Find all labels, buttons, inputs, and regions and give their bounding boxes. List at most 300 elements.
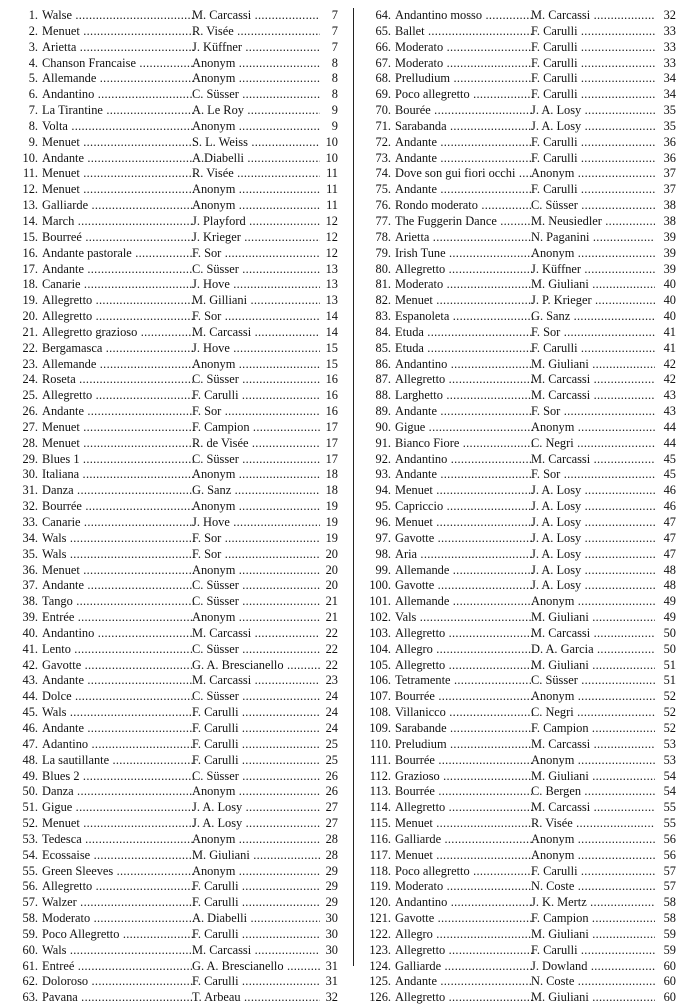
page-number: 19	[325, 499, 338, 514]
piece-title: Allegretto .....	[395, 626, 533, 642]
composer-name: J. A. Losy .....	[531, 499, 655, 515]
page-number: 47	[663, 515, 676, 529]
composer-name: F. Carulli .....	[531, 182, 655, 198]
piece-title: Menuet .....	[395, 848, 533, 864]
entry-number: 91.	[375, 435, 391, 450]
piece-title: Andantino .....	[395, 357, 533, 373]
piece-title: Bourreé .....	[42, 230, 194, 246]
piece-title: Moderato .....	[395, 277, 533, 293]
page-number: 11	[326, 182, 338, 197]
contents-row	[364, 198, 676, 214]
contents-row	[364, 800, 676, 816]
entry-number: 14.	[22, 213, 38, 228]
composer-name: Anonym .....	[531, 246, 655, 262]
piece-title: Wals .....	[42, 547, 194, 563]
page-number: 58	[663, 911, 676, 926]
composer-name: Anonym .....	[531, 832, 655, 848]
contents-row	[364, 103, 676, 119]
entry-number: 71.	[375, 118, 391, 133]
contents-row	[16, 372, 338, 388]
entry-number: 111.	[370, 752, 391, 767]
piece-title: Allegretto .....	[42, 293, 194, 309]
entry-number: 84.	[375, 324, 391, 339]
piece-title: Menuet .....	[42, 182, 194, 198]
piece-title: Andante .....	[42, 721, 194, 737]
composer-name: Anonym .....	[192, 563, 320, 579]
entry-number: 56.	[22, 879, 38, 894]
page-number: 52	[663, 705, 676, 720]
composer-name: F. Carulli .....	[531, 71, 655, 87]
page-number: 25	[325, 752, 338, 767]
page-number: 7	[331, 23, 338, 38]
composer-name: F. Carulli .....	[531, 341, 655, 357]
piece-title: Dolce .....	[42, 689, 194, 705]
piece-title: Wals .....	[42, 531, 194, 547]
page-number: 47	[663, 546, 676, 561]
page-number: 57	[663, 879, 676, 894]
entry-number: 22.	[22, 340, 38, 355]
piece-title: Allegretto .....	[42, 879, 194, 895]
page-number: 50	[663, 625, 676, 640]
composer-name: G. A. Brescianello .....	[192, 959, 320, 975]
composer-name: J. A. Losy .....	[531, 119, 655, 135]
composer-name: M. Giuliani .....	[531, 610, 655, 626]
piece-title: Ballet .....	[395, 24, 533, 40]
contents-row	[16, 689, 338, 705]
entry-number: 16.	[22, 245, 38, 260]
entry-number: 51.	[22, 800, 38, 815]
composer-name: M. Giuliani .....	[531, 658, 655, 674]
contents-row	[16, 547, 338, 563]
page-number: 38	[663, 213, 676, 228]
entry-number: 113.	[369, 784, 391, 799]
composer-name: M. Carcassi .....	[531, 388, 655, 404]
composer-name: J. A. Losy .....	[531, 578, 655, 594]
contents-row	[364, 673, 676, 689]
entry-number: 77.	[375, 213, 391, 228]
column-divider	[353, 8, 354, 966]
page-number: 9	[331, 103, 338, 118]
composer-name: M. Giuliani .....	[531, 357, 655, 373]
page-number: 36	[663, 150, 676, 165]
piece-title: Irish Tune .....	[395, 246, 533, 262]
composer-name: M. Giuliani .....	[192, 848, 320, 864]
composer-name: M. Giuliani .....	[531, 769, 655, 785]
composer-name: Anonym .....	[531, 166, 655, 182]
contents-row	[364, 626, 676, 642]
contents-row	[364, 293, 676, 309]
contents-row	[364, 372, 676, 388]
piece-title: Preludium .....	[395, 737, 533, 753]
composer-name: G. A. Brescianello .....	[192, 658, 320, 674]
page-number: 43	[663, 388, 676, 403]
composer-name: M. Carcassi .....	[531, 800, 655, 816]
piece-title: Blues 1 .....	[42, 452, 194, 468]
piece-title: Menuet .....	[42, 420, 194, 436]
contents-row	[364, 87, 676, 103]
piece-title: Menuet .....	[42, 436, 194, 452]
entry-number: 34.	[22, 530, 38, 545]
composer-name: S. L. Weiss .....	[192, 135, 320, 151]
piece-title: Allegretto .....	[395, 990, 533, 1006]
contents-row	[16, 388, 338, 404]
contents-row	[16, 166, 338, 182]
composer-name: M. Carcassi .....	[192, 626, 320, 642]
entry-number: 117.	[369, 847, 391, 862]
page-number: 7	[331, 8, 338, 22]
composer-name: C. Süsser .....	[192, 452, 320, 468]
composer-name: T. Arbeau .....	[192, 990, 320, 1006]
entry-number: 115.	[369, 816, 391, 831]
page-number: 25	[325, 736, 338, 751]
page-number: 21	[325, 610, 338, 625]
entry-number: 68.	[375, 71, 391, 86]
composer-name: F. Carulli .....	[192, 388, 320, 404]
contents-row	[16, 499, 338, 515]
entry-number: 30.	[22, 467, 38, 482]
entry-number: 78.	[375, 229, 391, 244]
contents-row	[364, 816, 676, 832]
entry-number: 122.	[369, 926, 391, 941]
entry-number: 81.	[375, 277, 391, 292]
piece-title: Bourrée .....	[395, 784, 533, 800]
entry-number: 119.	[369, 879, 391, 894]
contents-row	[364, 483, 676, 499]
piece-title: Arietta .....	[42, 40, 194, 56]
piece-title: Sarabanda .....	[395, 119, 533, 135]
piece-title: Andantino .....	[42, 87, 194, 103]
page-number: 54	[663, 768, 676, 783]
entry-number: 124.	[369, 958, 391, 973]
piece-title: Allegro .....	[395, 642, 533, 658]
composer-name: M. Carcassi .....	[531, 8, 655, 24]
entry-number: 88.	[375, 388, 391, 403]
contents-row	[16, 230, 338, 246]
piece-title: Poco allegretto .....	[395, 864, 533, 880]
contents-row	[16, 816, 338, 832]
contents-row	[16, 784, 338, 800]
composer-name: F. Sor .....	[531, 467, 655, 483]
contents-row	[364, 737, 676, 753]
page-number: 52	[663, 720, 676, 735]
composer-name: Anonym .....	[192, 119, 320, 135]
piece-title: Menuet .....	[42, 816, 194, 832]
composer-name: F. Carulli .....	[192, 721, 320, 737]
composer-name: J. A. Losy .....	[531, 515, 655, 531]
entry-number: 76.	[375, 198, 391, 213]
entry-number: 109.	[369, 720, 391, 735]
entry-number: 123.	[369, 942, 391, 957]
piece-title: Chanson Francaise .....	[42, 56, 194, 72]
page-number: 51	[663, 673, 676, 688]
entry-number: 121.	[369, 911, 391, 926]
piece-title: The Fuggerin Dance .....	[395, 214, 533, 230]
page-number: 24	[325, 720, 338, 735]
composer-name: G. Sanz .....	[531, 309, 655, 325]
entry-number: 116.	[369, 831, 391, 846]
contents-row	[16, 341, 338, 357]
piece-title: Gavotte .....	[42, 658, 194, 674]
composer-name: M. Neusiedler .....	[531, 214, 655, 230]
entry-number: 59.	[22, 926, 38, 941]
piece-title: Allegro .....	[395, 927, 533, 943]
page-number: 9	[331, 118, 338, 133]
contents-row	[364, 769, 676, 785]
entry-number: 13.	[22, 198, 38, 213]
composer-name: J. A. Losy .....	[192, 816, 320, 832]
piece-title: Tetramente .....	[395, 673, 533, 689]
contents-row	[16, 895, 338, 911]
contents-row	[364, 166, 676, 182]
composer-name: Anonym .....	[192, 71, 320, 87]
page-number: 15	[325, 340, 338, 355]
composer-name: Anonym .....	[192, 56, 320, 72]
entry-number: 33.	[22, 515, 38, 529]
piece-title: Gavotte .....	[395, 578, 533, 594]
page-number: 33	[663, 23, 676, 38]
contents-row	[364, 214, 676, 230]
entry-number: 98.	[375, 546, 391, 561]
entry-number: 35.	[22, 546, 38, 561]
piece-title: Allegretto .....	[42, 388, 194, 404]
piece-title: Canarie .....	[42, 515, 194, 531]
contents-row	[364, 309, 676, 325]
composer-name: F. Campion .....	[531, 911, 655, 927]
entry-number: 126.	[369, 990, 391, 1005]
entry-number: 49.	[22, 768, 38, 783]
entry-number: 70.	[375, 103, 391, 118]
page-number: 8	[331, 71, 338, 86]
entry-number: 60.	[22, 942, 38, 957]
contents-row	[16, 515, 338, 531]
piece-title: Allemande .....	[42, 357, 194, 373]
piece-title: Danza .....	[42, 784, 194, 800]
piece-title: Bourée .....	[395, 103, 533, 119]
entry-number: 83.	[375, 309, 391, 324]
piece-title: Aria .....	[395, 547, 533, 563]
piece-title: Andante .....	[42, 151, 194, 167]
contents-column-left	[16, 8, 338, 1006]
piece-title: Capriccio .....	[395, 499, 533, 515]
piece-title: Andante .....	[395, 151, 533, 167]
piece-title: Vals .....	[395, 610, 533, 626]
composer-name: N. Coste .....	[531, 879, 655, 895]
piece-title: Grazioso .....	[395, 769, 533, 785]
piece-title: Allegretto .....	[395, 372, 533, 388]
entry-number: 12.	[22, 182, 38, 197]
contents-row	[16, 293, 338, 309]
page-number: 38	[663, 198, 676, 213]
page-number: 32	[663, 8, 676, 22]
piece-title: Andante .....	[395, 404, 533, 420]
page-number: 46	[663, 499, 676, 514]
contents-row	[364, 879, 676, 895]
entry-number: 52.	[22, 816, 38, 831]
entry-number: 72.	[375, 134, 391, 149]
composer-name: Anonym .....	[192, 357, 320, 373]
contents-row	[16, 8, 338, 24]
piece-title: Menuet .....	[395, 816, 533, 832]
page-number: 24	[325, 689, 338, 704]
contents-row	[16, 404, 338, 420]
entry-number: 9.	[28, 134, 38, 149]
composer-name: Anonym .....	[192, 832, 320, 848]
page-number: 39	[663, 261, 676, 276]
composer-name: M. Carcassi .....	[192, 673, 320, 689]
composer-name: F. Carulli .....	[531, 24, 655, 40]
piece-title: Bianco Fiore .....	[395, 436, 533, 452]
piece-title: Andante pastorale .....	[42, 246, 194, 262]
composer-name: F. Carulli .....	[531, 87, 655, 103]
contents-row	[16, 832, 338, 848]
composer-name: Anonym .....	[531, 594, 655, 610]
entry-number: 65.	[375, 23, 391, 38]
piece-title: La Tirantine .....	[42, 103, 194, 119]
contents-row	[364, 705, 676, 721]
entry-number: 36.	[22, 562, 38, 577]
composer-name: F. Carulli .....	[531, 56, 655, 72]
entry-number: 44.	[22, 689, 38, 704]
composer-name: J. A. Losy .....	[531, 483, 655, 499]
entry-number: 99.	[375, 562, 391, 577]
piece-title: Gavotte .....	[395, 911, 533, 927]
piece-title: Allegretto .....	[395, 800, 533, 816]
composer-name: A. Le Roy .....	[192, 103, 320, 119]
contents-column-right	[364, 8, 676, 1006]
contents-row	[364, 547, 676, 563]
entry-number: 27.	[22, 419, 38, 434]
entry-number: 93.	[375, 467, 391, 482]
composer-name: M. Carcassi .....	[192, 8, 320, 24]
piece-title: Bourrée .....	[42, 499, 194, 515]
piece-title: Allegretto .....	[395, 943, 533, 959]
entry-number: 40.	[22, 625, 38, 640]
contents-row	[16, 705, 338, 721]
contents-row	[364, 753, 676, 769]
piece-title: Lento .....	[42, 642, 194, 658]
contents-row	[16, 563, 338, 579]
piece-title: Allemande .....	[42, 71, 194, 87]
contents-row	[364, 784, 676, 800]
page-number: 17	[325, 451, 338, 466]
piece-title: Doloroso .....	[42, 974, 194, 990]
piece-title: Allemande .....	[395, 563, 533, 579]
composer-name: Anonym .....	[531, 848, 655, 864]
composer-name: Anonym .....	[531, 753, 655, 769]
page-number: 19	[325, 515, 338, 529]
contents-row	[364, 974, 676, 990]
composer-name: F. Campion .....	[531, 721, 655, 737]
entry-number: 96.	[375, 515, 391, 529]
entry-number: 61.	[22, 958, 38, 973]
contents-row	[16, 626, 338, 642]
page-number: 30	[325, 942, 338, 957]
page-number: 42	[663, 372, 676, 387]
contents-row	[16, 800, 338, 816]
page-number: 13	[325, 293, 338, 308]
composer-name: J. Playford .....	[192, 214, 320, 230]
entry-number: 41.	[22, 641, 38, 656]
contents-row	[364, 262, 676, 278]
page-number: 8	[331, 55, 338, 70]
composer-name: F. Carulli .....	[531, 40, 655, 56]
contents-row	[16, 246, 338, 262]
page-number: 37	[663, 166, 676, 181]
page-number: 54	[663, 784, 676, 799]
entry-number: 2.	[28, 23, 38, 38]
composer-name: C. Süsser .....	[531, 198, 655, 214]
contents-row	[364, 151, 676, 167]
contents-row	[364, 658, 676, 674]
page-number: 60	[663, 958, 676, 973]
piece-title: Allegretto .....	[395, 658, 533, 674]
piece-title: Walse .....	[42, 8, 194, 24]
entry-number: 62.	[22, 974, 38, 989]
entry-number: 86.	[375, 356, 391, 371]
piece-title: Andante .....	[42, 578, 194, 594]
contents-row	[16, 151, 338, 167]
composer-name: C. Negri .....	[531, 705, 655, 721]
piece-title: Espanoleta .....	[395, 309, 533, 325]
page-number: 40	[663, 309, 676, 324]
page-number: 23	[325, 673, 338, 688]
page-number: 26	[325, 768, 338, 783]
entry-number: 89.	[375, 404, 391, 419]
composer-name: M. Carcassi .....	[531, 452, 655, 468]
contents-row	[364, 246, 676, 262]
contents-row	[16, 737, 338, 753]
contents-row	[16, 262, 338, 278]
page-number: 55	[663, 800, 676, 815]
piece-title: Menuet .....	[42, 24, 194, 40]
page-number: 33	[663, 39, 676, 54]
page-number: 13	[325, 277, 338, 292]
contents-row	[16, 673, 338, 689]
composer-name: A. Diabelli .....	[192, 911, 320, 927]
composer-name: J. K. Mertz .....	[531, 895, 655, 911]
piece-title: Villanicco .....	[395, 705, 533, 721]
composer-name: N. Coste .....	[531, 974, 655, 990]
entry-number: 97.	[375, 530, 391, 545]
composer-name: C. Süsser .....	[192, 689, 320, 705]
page-number: 52	[663, 689, 676, 704]
piece-title: Wals .....	[42, 943, 194, 959]
contents-row	[364, 8, 676, 24]
contents-row	[364, 71, 676, 87]
contents-row	[364, 404, 676, 420]
entry-number: 50.	[22, 784, 38, 799]
entry-number: 64.	[375, 8, 391, 22]
page-number: 22	[325, 641, 338, 656]
entry-number: 25.	[22, 388, 38, 403]
piece-title: Walzer .....	[42, 895, 194, 911]
composer-name: G. Sanz .....	[192, 483, 320, 499]
contents-row	[16, 420, 338, 436]
contents-row	[16, 71, 338, 87]
contents-row	[16, 452, 338, 468]
contents-row	[364, 642, 676, 658]
contents-row	[16, 24, 338, 40]
page-number: 28	[325, 831, 338, 846]
piece-title: Larghetto .....	[395, 388, 533, 404]
piece-title: Menuet .....	[395, 293, 533, 309]
page-number: 44	[663, 419, 676, 434]
entry-number: 107.	[369, 689, 391, 704]
contents-row	[364, 341, 676, 357]
composer-name: C. Süsser .....	[192, 262, 320, 278]
page-number: 44	[663, 435, 676, 450]
composer-name: J. Küffner .....	[192, 40, 320, 56]
